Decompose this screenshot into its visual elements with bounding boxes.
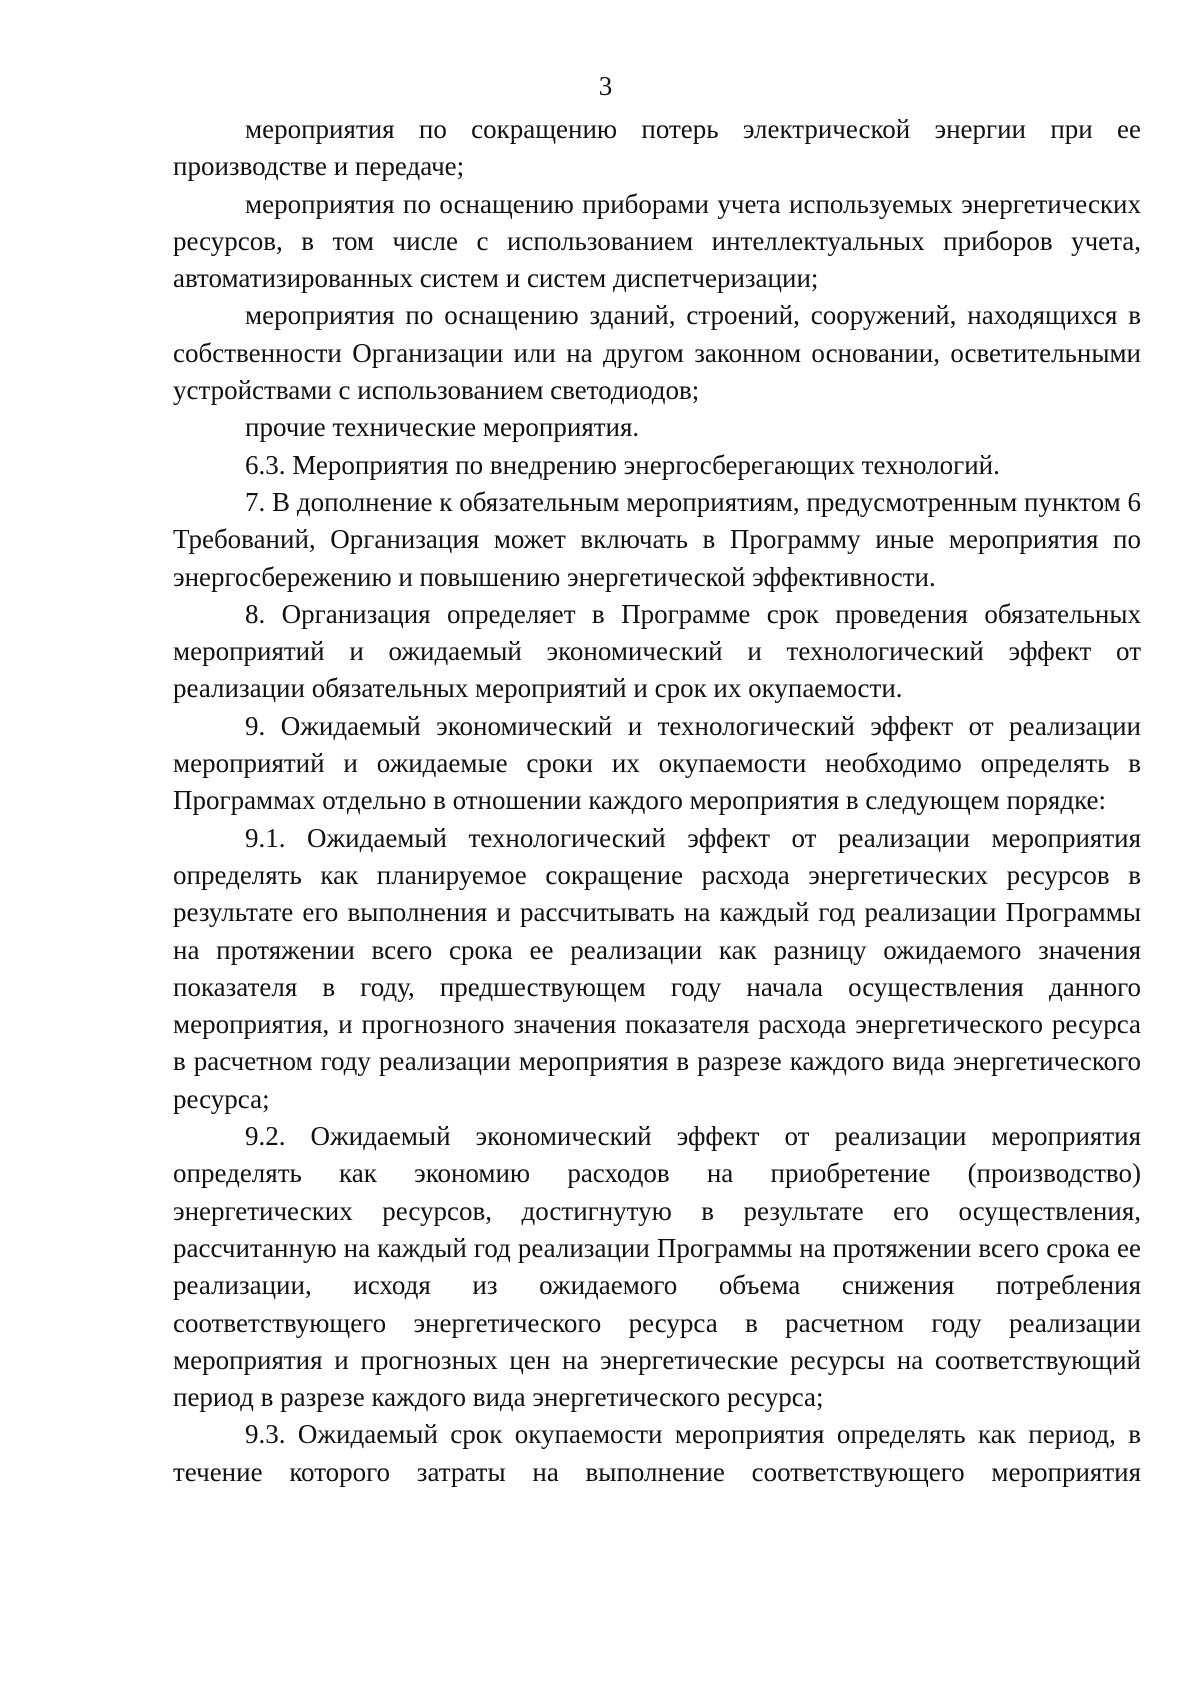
paragraph: мероприятия по оснащению приборами учета используемых энергетических ресурсов, в том числе с использованием интеллектуальных приборов учета, автоматизированных систем и систем диспетчеризации; (173, 188, 1141, 294)
paragraph: 8. Организация определяет в Программе срок проведения обязательных мероприятий и ожидаемый экономический и технологический эффект от реализации обязательных мероприятий и срок их окупаемости. (173, 598, 1141, 704)
paragraph: 9. Ожидаемый экономический и технологический эффект от реализации мероприятий и ожидаемые сроки их окупаемости необходимо определять в Программах отдельно в отношении каждого мероприятия в следующем порядке: (173, 710, 1141, 816)
paragraph: 7. В дополнение к обязательным мероприятиям, предусмотренным пунктом 6 Требований, Организация может включать в Программу иные мероприятия по энергосбережению и повышению энергетической эффективности. (173, 486, 1141, 592)
page-number: 3 (598, 71, 613, 101)
paragraph: 6.3. Мероприятия по внедрению энергосберегающих технологий. (245, 449, 1000, 480)
document-body (173, 111, 1141, 1491)
paragraph: прочие технические мероприятия. (245, 412, 640, 443)
paragraph: 9.3. Ожидаемый срок окупаемости мероприятия определять как период, в течение которого затраты на выполнение соответствующего мероприятия (173, 1419, 1141, 1487)
paragraph: мероприятия по оснащению зданий, строений, сооружений, находящихся в собственности Организации или на другом законном основании, осветительными устройствами с использованием светодиодов; (173, 300, 1141, 406)
paragraph: 9.1. Ожидаемый технологический эффект от реализации мероприятия определять как планируемое сокращение расхода энергетических ресурсов в результате его выполнения и рассчитывать на каждый год реализации Программы на протяжении всего срока ее реализации как разницу ожидаемого значения показателя в году, предшествующем году начала осуществления данного мероприятия, и прогнозного значения показателя расхода энергетического ресурса в расчетном году реализации мероприятия в разрезе каждого вида энергетического ресурса; (173, 822, 1141, 1114)
paragraph: 9.2. Ожидаемый экономический эффект от реализации мероприятия определять как экономию расходов на приобретение (производство) энергетических ресурсов, достигнутую в результате его осуществления, рассчитанную на каждый год реализации Программы на протяжении всего срока ее реализации, исходя из ожидаемого объема снижения потребления соответствующего энергетического ресурса в расчетном году реализации мероприятия и прогнозных цен на энергетические ресурсы на соответствующий период в разрезе каждого вида энергетического ресурса; (173, 1121, 1141, 1413)
paragraph: мероприятия по сокращению потерь электрической энергии при ее производстве и передаче; (173, 114, 1141, 182)
